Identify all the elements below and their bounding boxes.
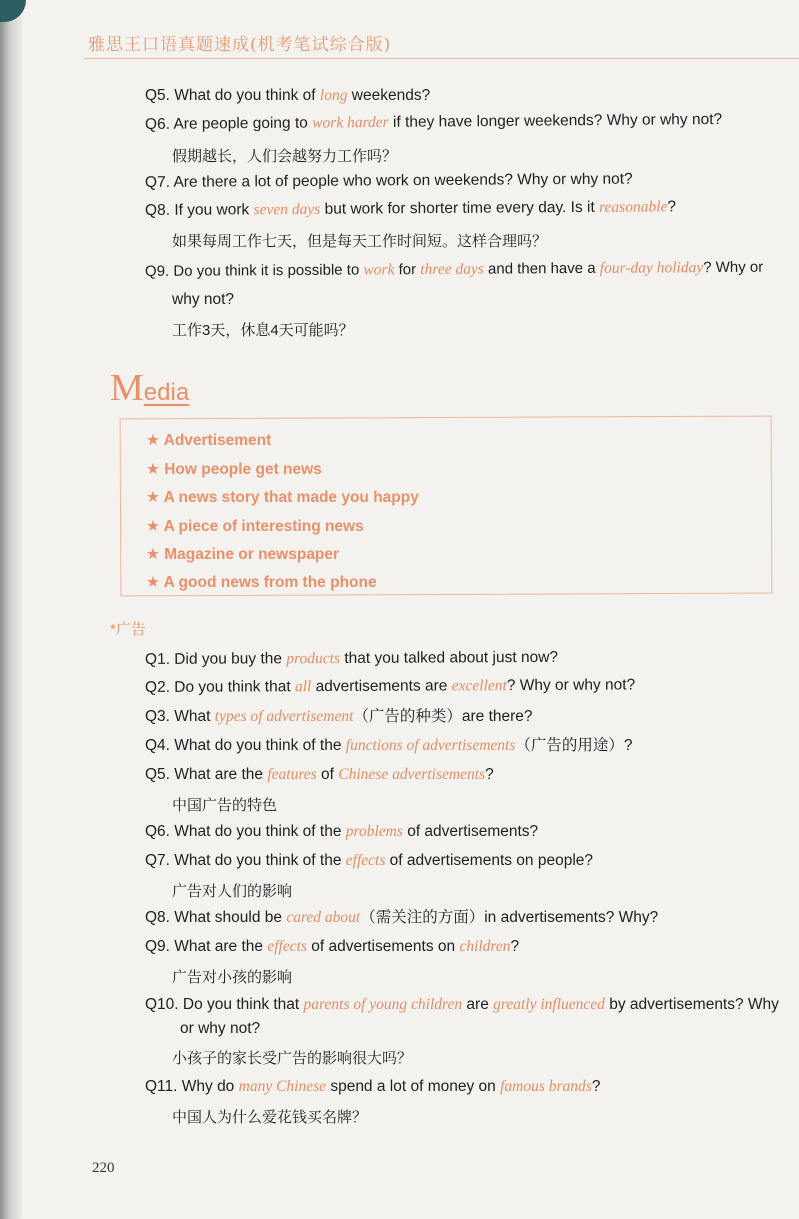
- ad-q11-translation: 中国人为什么爱花钱买名牌？: [172, 1109, 368, 1126]
- ad-q4: Q4. What do you think of the functions of advertisements（广告的用途）?: [145, 737, 633, 754]
- ad-q6: Q6. What do you think of the problems of advertisements?: [145, 823, 539, 840]
- work-q8-translation: 如果每周工作七天，但是每天工作时间短。这样合理吗？: [172, 233, 548, 250]
- work-q9-translation: 工作3天，休息4天可能吗？: [172, 322, 354, 339]
- work-q6: Q6. Are people going to work harder if they have longer weekends? Why or why not?: [144, 110, 723, 133]
- topic-interesting-news: ★ A piece of interesting news: [146, 518, 364, 535]
- ad-q8: Q8. What should be cared about（需关注的方面）in advertisements? Why?: [145, 909, 659, 926]
- ad-section-label: *广告: [110, 621, 146, 638]
- work-q6-translation: 假期越长，人们会越努力工作吗？: [172, 148, 398, 165]
- page-binding-shadow: [0, 0, 22, 1219]
- page-number: 220: [92, 1160, 115, 1176]
- header-rule: [84, 58, 799, 59]
- ad-q10-continuation: or why not?: [180, 1020, 261, 1037]
- ad-q3: Q3. What types of advertisement（广告的种类）are there?: [145, 708, 533, 725]
- work-q7: Q7. Are there a lot of people who work on weekends? Why or why not?: [144, 170, 633, 191]
- ad-q11: Q11. Why do many Chinese spend a lot of money on famous brands?: [145, 1078, 601, 1095]
- ad-q7-translation: 广告对人们的影响: [172, 883, 293, 900]
- ad-q5: Q5. What are the features of Chinese advertisements?: [145, 766, 494, 783]
- ad-q10-translation: 小孩子的家长受广告的影响很大吗？: [172, 1050, 413, 1067]
- topic-advertisement: ★ Advertisement: [146, 432, 272, 449]
- topic-how-people-get-news: ★ How people get news: [146, 461, 322, 478]
- ad-q2: Q2. Do you think that all advertisements are excellent? Why or why not?: [144, 676, 636, 696]
- work-q8: Q8. If you work seven days but work for shorter time every day. Is it reasonable?: [144, 198, 677, 219]
- media-section-title: Media: [110, 367, 190, 409]
- work-q9-continuation: why not?: [172, 291, 235, 308]
- ad-q7: Q7. What do you think of the effects of advertisements on people?: [145, 852, 594, 869]
- topic-happy-news-story: ★ A news story that made you happy: [146, 489, 419, 506]
- topic-good-news-phone: ★ A good news from the phone: [146, 574, 377, 591]
- ad-q10: Q10. Do you think that parents of young children are greatly influenced by advertisements? Why: [145, 996, 779, 1013]
- ad-q9: Q9. What are the effects of advertisements on children?: [145, 938, 520, 955]
- ad-q1: Q1. Did you buy the products that you talked about just now?: [144, 648, 559, 668]
- topic-magazine-newspaper: ★ Magazine or newspaper: [146, 546, 340, 563]
- corner-tab: [0, 0, 26, 22]
- work-q9: Q9. Do you think it is possible to work for three days and then have a four-day holiday? Why or: [144, 258, 764, 280]
- ad-q5-translation: 中国广告的特色: [172, 797, 278, 814]
- work-q5: Q5. What do you think of long weekends?: [145, 87, 431, 104]
- ad-q9-translation: 广告对小孩的影响: [172, 969, 293, 986]
- running-header: 雅思王口语真题速成(机考笔试综合版): [88, 35, 392, 55]
